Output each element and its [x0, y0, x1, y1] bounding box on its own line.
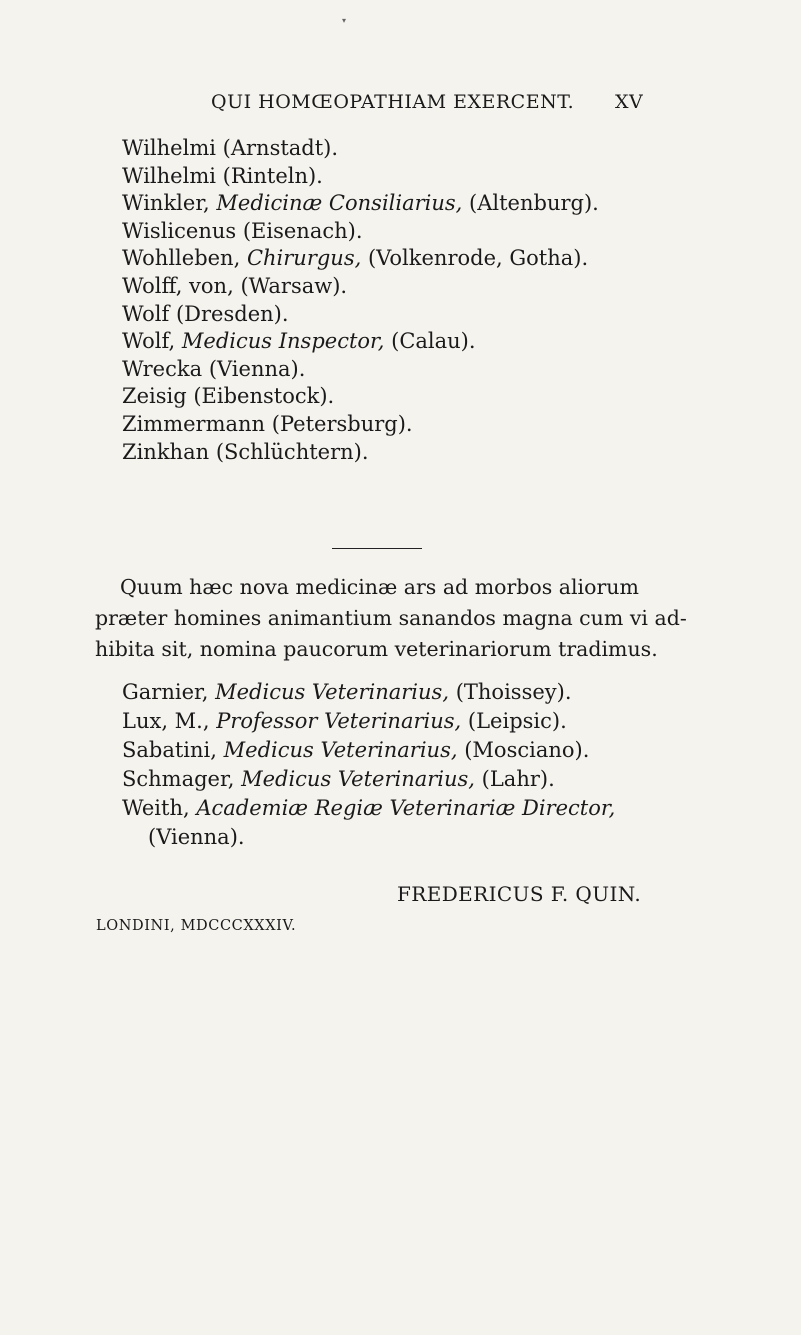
- entry-name: Weith,: [122, 796, 190, 820]
- list-item: [122, 439, 762, 467]
- veterinary-paragraph: [95, 572, 775, 665]
- list-item: [122, 411, 762, 439]
- list-item: [122, 383, 762, 411]
- entry-title: Medicus Veterinarius,: [223, 738, 458, 762]
- entry-place: (Volkenrode, Gotha).: [367, 246, 589, 271]
- entry-name: Wolf,: [122, 329, 176, 354]
- paragraph-line: præter homines animantium sanandos magna cum vi ad-: [95, 606, 687, 630]
- list-item: [122, 301, 762, 329]
- running-header: [0, 91, 801, 117]
- entry-place: (Arnstadt).: [222, 136, 339, 160]
- list-item: [122, 273, 762, 301]
- list-item: [122, 245, 762, 273]
- list-item: [122, 736, 782, 765]
- list-item: [122, 328, 762, 356]
- entry-name: Wrecka: [122, 356, 203, 381]
- running-title: QUI HOMŒOPATHIAM EXERCENT.: [211, 91, 575, 113]
- signature: FREDERICUS F. QUIN.: [397, 882, 642, 906]
- entry-name: Lux, M.,: [122, 709, 210, 733]
- printing-mark: ▾: [342, 16, 347, 25]
- entry-name: Zinkhan: [122, 439, 210, 464]
- list-item: [122, 707, 782, 736]
- entry-place: (Warsaw).: [240, 273, 348, 298]
- entry-place: (Petersburg).: [271, 411, 413, 436]
- entry-name: Sabatini,: [122, 738, 217, 762]
- entry-place: (Vienna).: [208, 356, 306, 381]
- list-item: [122, 135, 762, 163]
- section-divider: [332, 548, 422, 549]
- entry-place: (Altenburg).: [469, 191, 599, 216]
- entry-name: Wilhelmi: [122, 136, 216, 160]
- entry-place: (Eisenach).: [242, 218, 363, 243]
- entry-place: (Rinteln).: [222, 163, 323, 188]
- entry-title: Chirurgus,: [246, 246, 362, 271]
- entry-title: Medicus Inspector,: [181, 329, 385, 354]
- entry-title: Medicus Veterinarius,: [215, 680, 450, 704]
- entry-name: Wilhelmi: [122, 163, 216, 188]
- entry-name: Wohlleben,: [122, 246, 241, 271]
- list-item: [122, 163, 762, 191]
- entry-title: Medicus Veterinarius,: [241, 767, 475, 791]
- entry-name: Zeisig: [122, 384, 187, 409]
- list-item: [122, 218, 762, 246]
- entry-place: (Dresden).: [175, 301, 289, 326]
- entry-title: Medicinæ Consiliarius,: [216, 191, 463, 216]
- page-number: XV: [615, 91, 644, 113]
- entry-name: Zimmermann: [122, 411, 266, 436]
- list-item: [122, 794, 782, 823]
- entry-name: Garnier,: [122, 680, 209, 704]
- entry-place: (Thoissey).: [455, 680, 572, 704]
- imprint-place-date: LONDINI, MDCCCXXXIV.: [96, 918, 297, 934]
- paragraph-line: hibita sit, nomina paucorum veterinariorum tradimus.: [95, 637, 658, 661]
- entry-name: Wolff, von,: [122, 273, 234, 298]
- entry-title: Professor Veterinarius,: [216, 709, 462, 733]
- entry-place: (Lahr).: [481, 767, 555, 791]
- entry-place: (Eibenstock).: [193, 384, 335, 409]
- entry-name: Schmager,: [122, 767, 235, 791]
- entry-place: (Leipsic).: [467, 709, 567, 733]
- entry-name: Wislicenus: [122, 218, 237, 243]
- list-item: [122, 190, 762, 218]
- practitioner-list: [122, 135, 762, 466]
- list-item: [122, 678, 782, 707]
- entry-place: (Mosciano).: [464, 738, 590, 762]
- entry-place: (Calau).: [391, 329, 476, 354]
- list-item: [122, 356, 762, 384]
- paragraph-line: Quum hæc nova medicinæ ars ad morbos aliorum: [120, 575, 639, 599]
- entry-place: (Schlüchtern).: [215, 439, 369, 464]
- list-item-continuation: (Vienna).: [148, 825, 245, 849]
- entry-name: Winkler,: [122, 191, 210, 216]
- entry-name: Wolf: [122, 301, 170, 326]
- list-item: [122, 765, 782, 794]
- veterinarian-list: [122, 678, 782, 852]
- entry-title: Academiæ Regiæ Veterinariæ Director,: [196, 796, 616, 820]
